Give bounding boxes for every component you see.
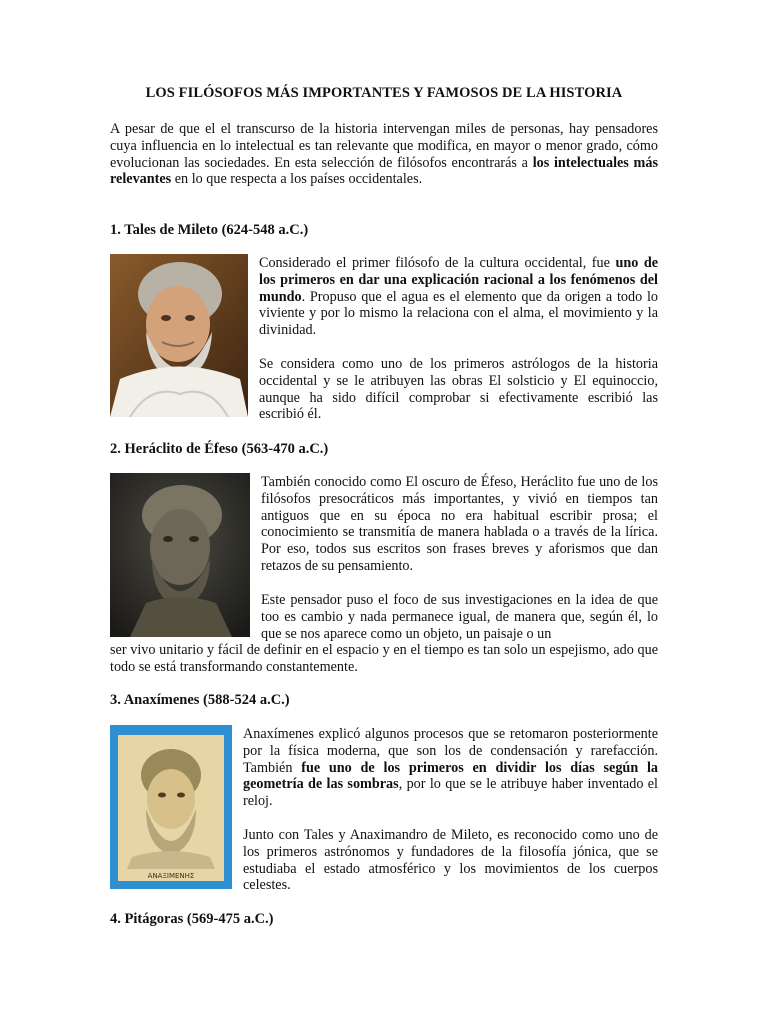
section-heading-pitagoras: 4. Pitágoras (569-475 a.C.) — [110, 911, 274, 927]
tales-paragraph-1 — [259, 255, 658, 339]
tales-p1-b: . Propuso que el agua es el elemento que da origen a todo lo viviente y por lo mismo la relaciona con el alma, el movimiento y la divinidad. — [259, 288, 658, 339]
intro-text-a: A pesar de que el el transcurso de la historia intervengan miles de personas, hay pensadores cuya influencia en lo intelectual es tan relevante que modifica, en mayor o menor grado, cómo evolucionan las sociedades. En esta selección de filósofos encontrarás a — [110, 121, 658, 171]
tales-portrait-image — [110, 254, 248, 417]
page-title: LOS FILÓSOFOS MÁS IMPORTANTES Y FAMOSOS DE LA HISTORIA — [145, 85, 623, 101]
anaximenes-paragraph-2: Junto con Tales y Anaximandro de Mileto, es reconocido como uno de los primeros astrónomos y fundadores de la filosofía jónica, que se estudiaba el estado atmosférico y los movimientos de los cuerpos celestes. — [243, 827, 658, 894]
anaximenes-paragraph-1 — [243, 726, 658, 810]
intro-paragraph — [110, 121, 658, 188]
tales-paragraph-2: Se considera como uno de los primeros astrólogos de la historia occidental y se le atribuyen las obras El solsticio y El equinoccio, aunque ha sido difícil comprobar si efectivamente escribió las escribió él. — [259, 356, 658, 423]
tales-p1-a: Considerado el primer filósofo de la cultura occidental, fue — [259, 255, 616, 271]
intro-text-bold: los intelectuales más relevantes — [110, 154, 658, 188]
anaximenes-caption: ΑΝΑΞΙΜΕΝΗΣ — [147, 872, 195, 880]
section-heading-anaximenes: 3. Anaxímenes (588-524 a.C.) — [110, 692, 290, 708]
heraclito-paragraph-2-inset: Este pensador puso el foco de sus investigaciones en la idea de que too es cambio y nada permanece igual, de manera que, según él, lo que se nos aparece como un objeto, un paisaje o un — [261, 592, 658, 642]
anaximenes-p1-bold: fue uno de los primeros en dividir los días según la geometría de las sombras — [243, 759, 659, 793]
anaximenes-portrait-image — [110, 725, 232, 889]
heraclito-bust-image — [110, 473, 250, 637]
tales-p1-bold: uno de los primeros en dar una explicación racional a los fenómenos del mundo — [259, 255, 659, 305]
heraclito-paragraph-2-full: ser vivo unitario y fácil de definir en el espacio y en el tiempo es tan solo un espejismo, ado que todo se está transformando constantemente. — [110, 642, 658, 675]
anaximenes-p1-b: , por lo que se le atribuye haber inventado el reloj. — [243, 776, 659, 810]
anaximenes-p1-a: Anaxímenes explicó algunos procesos que se retomaron posteriormente por la física moderna, que son los de condensación y rarefacción. También — [243, 726, 658, 776]
section-heading-heraclito: 2. Heráclito de Éfeso (563-470 a.C.) — [110, 441, 329, 457]
intro-text-b: en lo que respecta a los países occidentales. — [171, 171, 423, 188]
heraclito-paragraph-1: También conocido como El oscuro de Éfeso, Heráclito fue uno de los filósofos presocráticos más importantes, y vivió en tiempos tan antiguos que en su época no era habitual escribir prosa; el conocimiento se transmitía de manera hablada o a través de la lírica. Por eso, todos sus escritos son frases breves y aforismos que dan retazos de su pensamiento. — [261, 474, 658, 574]
section-heading-tales: 1. Tales de Mileto (624-548 a.C.) — [110, 222, 309, 238]
